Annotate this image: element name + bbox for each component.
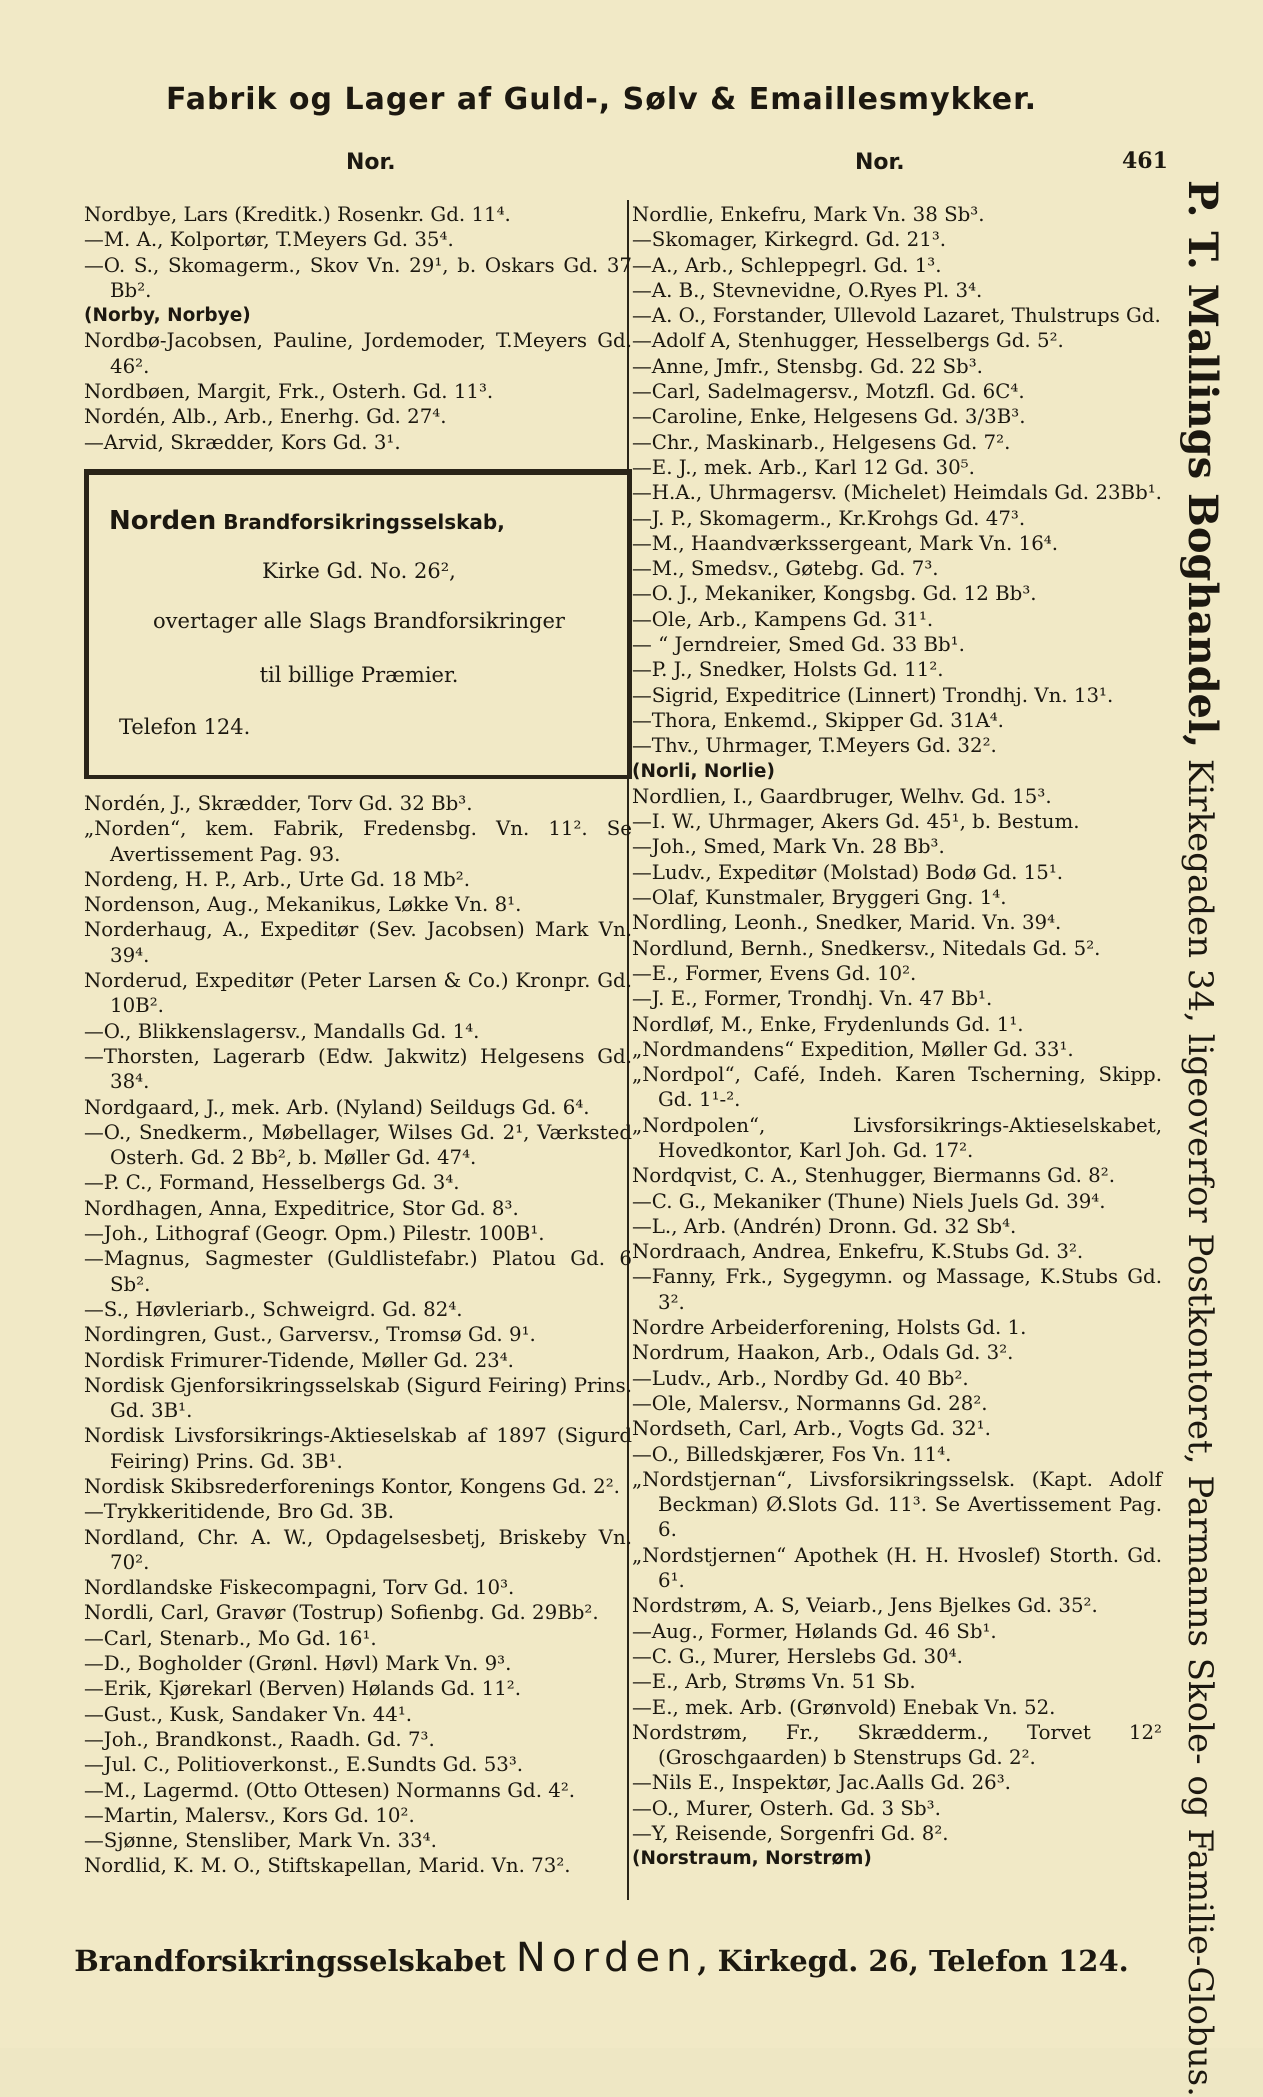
entry: Norderud, Expeditør (Peter Larsen & Co.) Kronpr. Gd. 10B².: [84, 969, 632, 1018]
entry: —P. J., Snedker, Holsts Gd. 11².: [632, 658, 944, 682]
entry: Nordland, Chr. A. W., Opdagelsesbetj, Briskeby Vn. 70².: [84, 1525, 632, 1574]
entry: —Joh., Brandkonst., Raadh. Gd. 7³.: [84, 1727, 435, 1751]
entry: —Ole, Malersv., Normanns Gd. 28².: [632, 1391, 988, 1415]
entry: —Fanny, Frk., Sygegymn. og Massage, K.Stubs Gd. 3².: [632, 1265, 1162, 1314]
entry: —Ludv., Expeditør (Molstad) Bodø Gd. 15¹.: [632, 860, 1064, 884]
entry: Nordrum, Haakon, Arb., Odals Gd. 3².: [632, 1341, 1014, 1365]
entry: Nordén, J., Skrædder, Torv Gd. 32 Bb³.: [84, 791, 473, 815]
entry: Nordling, Leonh., Snedker, Marid. Vn. 39⁴.: [632, 911, 1062, 935]
entry: —A. B., Stevnevidne, O.Ryes Pl. 3⁴.: [632, 278, 983, 302]
left-column: [84, 202, 632, 1879]
entry: Nordisk Gjenforsikringsselskab (Sigurd Feiring) Prins. Gd. 3B¹.: [84, 1373, 632, 1423]
left-entries-bottom: [84, 791, 632, 1879]
entry: — “ Jerndreier, Smed Gd. 33 Bb¹.: [632, 633, 965, 657]
entry: —O. J., Mekaniker, Kongsbg. Gd. 12 Bb³.: [632, 582, 1037, 606]
entry: —Aug., Former, Hølands Gd. 46 Sb¹.: [632, 1619, 997, 1643]
entry: —Jul. C., Politioverkonst., E.Sundts Gd. 53³.: [84, 1753, 524, 1777]
entry: „Nordstjernen“ Apothek (H. H. Hvoslef) Storth. Gd. 6¹.: [632, 1543, 1162, 1593]
entry: „Nordstjernan“, Livsforsikringsselsk. (Kapt. Adolf Beckman) Ø.Slots Gd. 11³. Se Avertissement Pag. 6.: [632, 1467, 1162, 1542]
entry: —Magnus, Sagmester (Guldlistefabr.) Platou Gd. 6 Sb².: [84, 1247, 632, 1296]
vertical-sidebar-ad: [1179, 180, 1250, 2097]
ad-company-type: Brandforsikringsselskab,: [223, 509, 505, 534]
entry: —M. A., Kolportør, T.Meyers Gd. 35⁴.: [84, 228, 454, 252]
entry: —D., Bogholder (Grønl. Høvl) Mark Vn. 9³.: [84, 1652, 512, 1676]
entry: —J. E., Former, Trondhj. Vn. 47 Bb¹.: [632, 987, 993, 1011]
footer-company-name: Norden: [515, 1935, 698, 1981]
entry: Nordingren, Gust., Garversv., Tromsø Gd. 9¹.: [84, 1323, 536, 1347]
entry-crossref: (Norby, Norbye): [84, 305, 251, 327]
entry: Nordlien, I., Gaardbruger, Welhv. Gd. 15³.: [632, 784, 1052, 808]
entry: —Caroline, Enke, Helgesens Gd. 3/3B³.: [632, 405, 1026, 429]
entry: —Erik, Kjørekarl (Berven) Hølands Gd. 11².: [84, 1677, 521, 1701]
entry: —P. C., Formand, Hesselbergs Gd. 3⁴.: [84, 1171, 460, 1195]
entry: Nordbø-Jacobsen, Pauline, Jordemoder, T.Meyers Gd. 46².: [84, 329, 632, 378]
sidebar-text: [1179, 180, 1226, 2097]
entry: —Chr., Maskinarb., Helgesens Gd. 7².: [632, 430, 1011, 454]
right-column: [632, 202, 1162, 1872]
norden-advertisement: [84, 469, 632, 779]
ad-company-name: Norden: [109, 505, 217, 536]
entry: —A., Arb., Schleppegrl. Gd. 1³.: [632, 253, 942, 277]
ad-phone: Telefon 124.: [119, 714, 251, 739]
page-banner: Fabrik og Lager af Guld-, Sølv & Emaillesmykker.: [166, 82, 1037, 117]
entry: Nordisk Frimurer-Tidende, Møller Gd. 23⁴.: [84, 1348, 514, 1372]
entry: Nordlid, K. M. O., Stiftskapellan, Marid. Vn. 73².: [84, 1854, 571, 1878]
sidebar-bookshop-name: P. T. Mallings Boghandel,: [1179, 180, 1226, 749]
entry: Nordeng, H. P., Arb., Urte Gd. 18 Mb².: [84, 867, 470, 891]
entry: —Adolf A, Stenhugger, Hesselbergs Gd. 5².: [632, 329, 1064, 353]
entry: —Trykkeritidende, Bro Gd. 3B.: [84, 1500, 395, 1524]
entry: —Ludv., Arb., Nordby Gd. 40 Bb².: [632, 1366, 969, 1390]
entry: „Nordmandens“ Expedition, Møller Gd. 33¹.: [632, 1037, 1074, 1061]
entry: —O. S., Skomagerm., Skov Vn. 29¹, b. Oskars Gd. 37 Bb².: [84, 253, 632, 302]
entry: —H.A., Uhrmagersv. (Michelet) Heimdals Gd. 23Bb¹.: [632, 481, 1162, 505]
entry: —Gust., Kusk, Sandaker Vn. 44¹.: [84, 1702, 413, 1726]
ad-address: Kirke Gd. No. 26²,: [262, 558, 456, 583]
page-number: 461: [1122, 148, 1168, 174]
entry: —Sigrid, Expeditrice (Linnert) Trondhj. Vn. 13¹.: [632, 683, 1114, 707]
entry: Nordløf, M., Enke, Frydenlunds Gd. 1¹.: [632, 1012, 1024, 1036]
entry: —Anne, Jmfr., Stensbg. Gd. 22 Sb³.: [632, 354, 983, 378]
entry-crossref: (Norstraum, Norstrøm): [632, 1848, 872, 1870]
entry: Nordlandske Fiskecompagni, Torv Gd. 10³.: [84, 1576, 515, 1600]
entry: Nordraach, Andrea, Enkefru, K.Stubs Gd. 3².: [632, 1240, 1084, 1264]
left-column-heading: Nor.: [346, 150, 396, 175]
entry: Nordenson, Aug., Mekanikus, Løkke Vn. 8¹.: [84, 893, 522, 917]
sidebar-address: Kirkegaden 34, ligeoverfor Postkontoret, Parmanns Skole- og Familie-Globus.: [1180, 748, 1220, 2097]
entry: Nordisk Livsforsikrings-Aktieselskab af 1897 (Sigurd Feiring) Prins. Gd. 3B¹.: [84, 1424, 632, 1473]
entry: —M., Lagermd. (Otto Ottesen) Normanns Gd. 4².: [84, 1778, 576, 1802]
entry: „Nordpol“, Café, Indeh. Karen Tscherning, Skipp. Gd. 1¹-².: [632, 1063, 1162, 1112]
entry: —Nils E., Inspektør, Jac.Aalls Gd. 26³.: [632, 1771, 1011, 1795]
entry: —Skomager, Kirkegrd. Gd. 21³.: [632, 228, 947, 252]
entry: „Norden“, kem. Fabrik, Fredensbg. Vn. 11². Se Avertissement Pag. 93.: [84, 817, 632, 866]
entry: Nordisk Skibsrederforenings Kontor, Kongens Gd. 2².: [84, 1474, 620, 1498]
ad-line-2: til billige Præmier.: [259, 662, 459, 687]
entry: —Thv., Uhrmager, T.Meyers Gd. 32².: [632, 734, 997, 758]
entry: —Ole, Arb., Kampens Gd. 31¹.: [632, 607, 934, 631]
entry: —C. G., Mekaniker (Thune) Niels Juels Gd. 39⁴.: [632, 1189, 1106, 1213]
entry: —Carl, Stenarb., Mo Gd. 16¹.: [84, 1626, 377, 1650]
ad-line-1: overtager alle Slags Brandforsikringer: [153, 608, 565, 633]
entry: —J. P., Skomagerm., Kr.Krohgs Gd. 47³.: [632, 506, 1026, 530]
entry: —Sjønne, Stensliber, Mark Vn. 33⁴.: [84, 1829, 437, 1853]
footer-advertisement: [0, 1935, 1203, 1981]
entry: —E. J., mek. Arb., Karl 12 Gd. 30⁵.: [632, 455, 975, 479]
entry: —M., Haandværkssergeant, Mark Vn. 16⁴.: [632, 531, 1059, 555]
right-column-heading: Nor.: [855, 150, 905, 175]
entry: —Thorsten, Lagerarb (Edw. Jakwitz) Helgesens Gd. 38⁴.: [84, 1044, 632, 1094]
entry: —O., Billedskjærer, Fos Vn. 11⁴.: [632, 1442, 952, 1466]
entry: Nordhagen, Anna, Expeditrice, Stor Gd. 8³.: [84, 1196, 519, 1220]
entry: Nordbøen, Margit, Frk., Osterh. Gd. 11³.: [84, 380, 494, 404]
entry: —S., Høvleriarb., Schweigrd. Gd. 82⁴.: [84, 1297, 463, 1321]
entry: —E., Former, Evens Gd. 10².: [632, 961, 917, 985]
entry-crossref: (Norli, Norlie): [632, 760, 775, 782]
entry: —I. W., Uhrmager, Akers Gd. 45¹, b. Bestum.: [632, 810, 1080, 834]
entry: Nordén, Alb., Arb., Enerhg. Gd. 27⁴.: [84, 405, 447, 429]
entry: Nordli, Carl, Gravør (Tostrup) Sofienbg. Gd. 29Bb².: [84, 1601, 599, 1625]
entry: —L., Arb. (Andrén) Dronn. Gd. 32 Sb⁴.: [632, 1214, 1017, 1238]
entry: —Joh., Smed, Mark Vn. 28 Bb³.: [632, 835, 945, 859]
entry: Nordbye, Lars (Kreditk.) Rosenkr. Gd. 11⁴.: [84, 203, 511, 226]
left-entries-top: [84, 202, 632, 455]
entry: Norderhaug, A., Expeditør (Sev. Jacobsen) Mark Vn. 39⁴.: [84, 918, 632, 967]
entry: —Joh., Lithograf (Geogr. Opm.) Pilestr. 100B¹.: [84, 1222, 545, 1246]
ad-title: [109, 505, 505, 536]
entry: Nordqvist, C. A., Stenhugger, Biermanns Gd. 8².: [632, 1164, 1115, 1188]
entry: —E., Arb, Strøms Vn. 51 Sb.: [632, 1670, 916, 1694]
entry: —M., Smedsv., Gøtebg. Gd. 7³.: [632, 557, 939, 581]
footer-prefix: Brandforsikringsselskabet: [74, 1944, 506, 1978]
entry: —O., Blikkenslagersv., Mandalls Gd. 1⁴.: [84, 1019, 480, 1043]
entry: —O., Snedkerm., Møbellager, Wilses Gd. 2¹, Værksted Osterh. Gd. 2 Bb², b. Møller Gd. 47⁴.: [84, 1120, 632, 1170]
entry: —Y, Reisende, Sorgenfri Gd. 8².: [632, 1822, 949, 1845]
entry: —Olaf, Kunstmaler, Bryggeri Gng. 1⁴.: [632, 886, 1007, 910]
entry: —Arvid, Skrædder, Kors Gd. 3¹.: [84, 430, 401, 454]
entry: —Carl, Sadelmagersv., Motzfl. Gd. 6C⁴.: [632, 380, 1025, 404]
entry: „Nordpolen“, Livsforsikrings-Aktieselskabet, Hovedkontor, Karl Joh. Gd. 17².: [632, 1113, 1162, 1162]
entry: —C. G., Murer, Herslebs Gd. 30⁴.: [632, 1644, 963, 1668]
entry: —A. O., Forstander, Ullevold Lazaret, Thulstrups Gd.: [632, 304, 1161, 328]
entry: Nordlie, Enkefru, Mark Vn. 38 Sb³.: [632, 203, 985, 226]
entry: Nordstrøm, Fr., Skrædderm., Torvet 12² (Groschgaarden) b Stenstrups Gd. 2².: [632, 1720, 1162, 1770]
entry: —E., mek. Arb. (Grønvold) Enebak Vn. 52.: [632, 1695, 1056, 1719]
entry: Nordstrøm, A. S, Veiarb., Jens Bjelkes Gd. 35².: [632, 1594, 1098, 1618]
entry: Nordlund, Bernh., Snedkersv., Nitedals Gd. 5².: [632, 936, 1101, 960]
footer-suffix: , Kirkegd. 26, Telefon 124.: [697, 1944, 1129, 1978]
entry: —Martin, Malersv., Kors Gd. 10².: [84, 1803, 415, 1827]
entry: —O., Murer, Osterh. Gd. 3 Sb³.: [632, 1796, 941, 1820]
entry: Nordgaard, J., mek. Arb. (Nyland) Seildugs Gd. 6⁴.: [84, 1095, 590, 1119]
entry: —Thora, Enkemd., Skipper Gd. 31A⁴.: [632, 708, 1004, 732]
entry: Nordre Arbeiderforening, Holsts Gd. 1.: [632, 1316, 1027, 1340]
entry: Nordseth, Carl, Arb., Vogts Gd. 32¹.: [632, 1417, 991, 1441]
